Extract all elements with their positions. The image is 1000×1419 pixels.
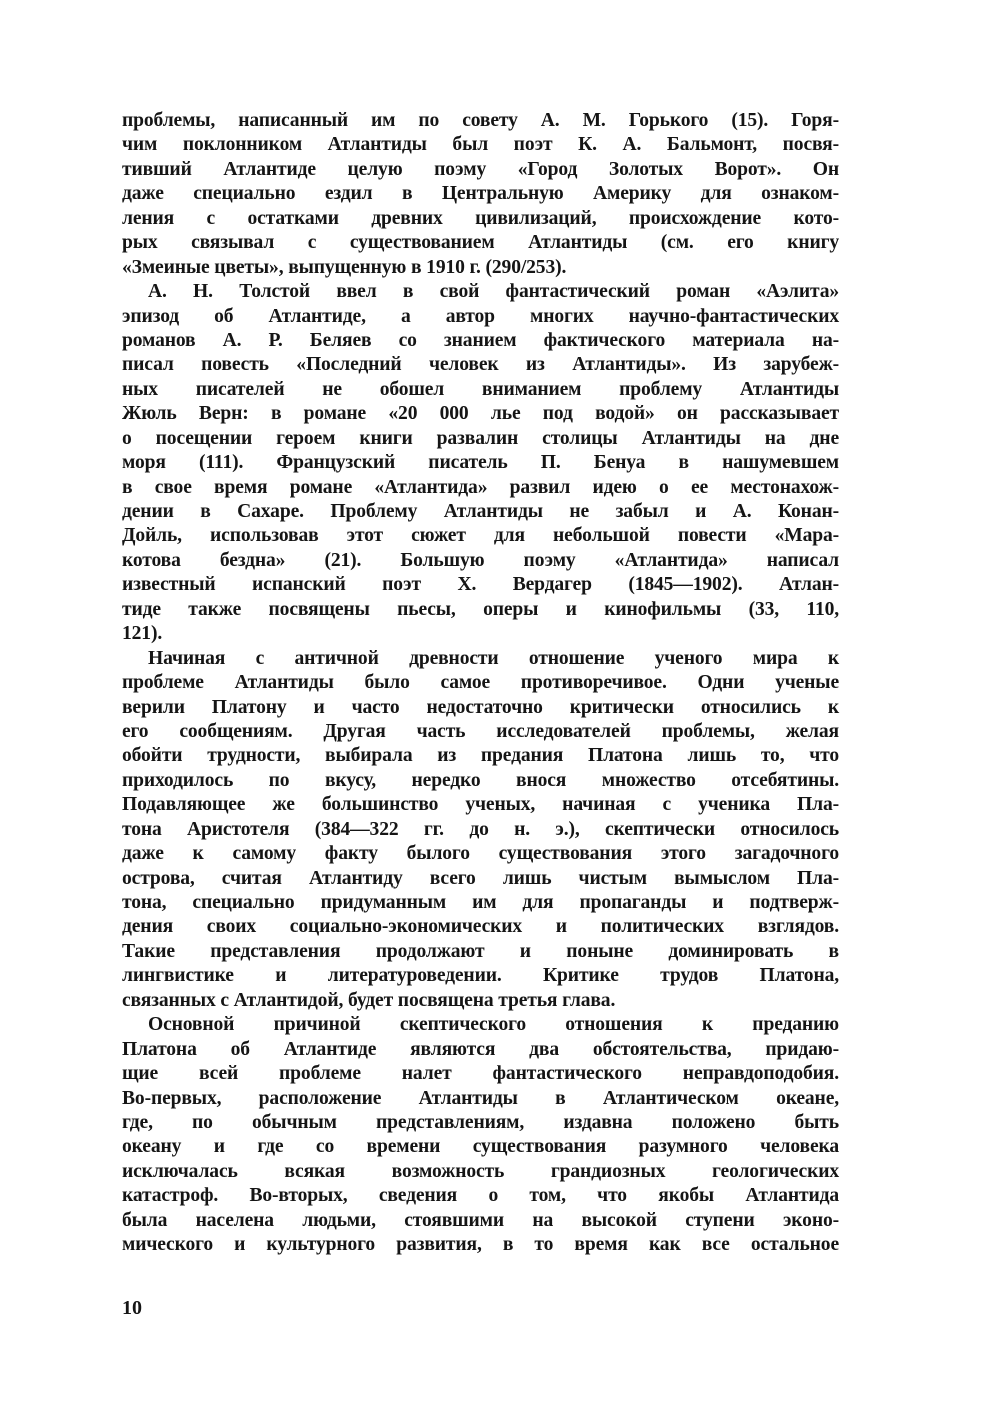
text-line: тона, специально придуманным им для пропаганды и подтверж-: [122, 892, 839, 913]
text-line: тивший Атлантиде целую поэму «Город Золотых Ворот». Он: [122, 158, 839, 180]
text-line: проблеме Атлантиды было самое противоречивое. Одни ученые: [122, 672, 839, 694]
text-line: 121).: [122, 623, 163, 645]
text-line: лингвистике и литературоведении. Критике трудов Платона,: [122, 965, 839, 987]
text-line: дении в Сахаре. Проблему Атлантиды не забыл и А. Конан-: [122, 501, 839, 522]
text-line: тиде также посвящены пьесы, оперы и кинофильмы (33, 110,: [122, 598, 839, 620]
text-line: его сообщениям. Другая часть исследователей проблемы, желая: [122, 720, 839, 742]
text-line: ных писателей не обошел вниманием проблему Атлантиды: [122, 378, 839, 400]
text-line: эпизод об Атлантиде, а автор многих научно-фантастических: [122, 305, 839, 327]
text-line: приходилось по вкусу, нередко внося множество отсебятины.: [122, 769, 839, 791]
text-line: где, по обычным представлениям, издавна положено быть: [122, 1111, 839, 1133]
text-line: связанных с Атлантидой, будет посвящена третья глава.: [122, 989, 616, 1011]
text-line: щие всей проблеме налет фантастического неправдоподобия.: [122, 1063, 839, 1085]
text-line: Во-первых, расположение Атлантиды в Атлантическом океане,: [122, 1087, 839, 1109]
text-line: известный испанский поэт X. Вердагер (1845—1902). Атлан-: [122, 574, 839, 596]
text-line: чим поклонником Атлантиды был поэт К. А. Бальмонт, посвя-: [122, 134, 839, 156]
text-line: катастроф. Во-вторых, сведения о том, что якобы Атлантида: [122, 1185, 839, 1207]
text-line: дения своих социально-экономических и политических взглядов.: [122, 916, 839, 938]
text-line: Подавляющее же большинство ученых, начиная с ученика Пла-: [122, 794, 839, 816]
text-line: океану и где со времени существования разумного человека: [122, 1136, 839, 1158]
paragraph: [122, 647, 839, 1014]
text-line: верили Платону и часто недостаточно критически относились к: [122, 696, 839, 718]
text-line: рых связывал с существованием Атлантиды (см. его книгу: [122, 232, 839, 254]
text-line: мического и культурного развития, в то время как все остальное: [122, 1234, 839, 1256]
text-line: «Змеиные цветы», выпущенную в 1910 г. (290/253).: [122, 256, 567, 278]
text-line: писал повесть «Последний человек из Атлантиды». Из зарубеж-: [122, 354, 839, 376]
text-line: о посещении героем книги развалин столицы Атлантиды на дне: [122, 427, 839, 449]
text-line: Начиная с античной древности отношение ученого мира к: [148, 647, 839, 669]
text-line: Платона об Атлантиде являются два обстоятельства, придаю-: [122, 1038, 839, 1060]
text-line: проблемы, написанный им по совету А. М. Горького (15). Горя-: [122, 110, 839, 131]
document-page: [122, 109, 839, 1258]
paragraph: [122, 1013, 839, 1257]
paragraph: [122, 109, 839, 280]
text-line: романов А. Р. Беляев со знанием фактического материала на-: [122, 329, 839, 351]
text-line: Жюль Верн: в романе «20 000 лье под водой» он рассказывает: [122, 403, 839, 425]
text-line: обойти трудности, выбирала из предания Платона лишь то, что: [122, 745, 839, 767]
page-number: 10: [122, 1297, 142, 1319]
text-line: А. Н. Толстой ввел в свой фантастический роман «Аэлита»: [148, 281, 839, 303]
paragraph: [122, 280, 839, 647]
text-line: исключалась всякая возможность грандиозных геологических: [122, 1160, 839, 1182]
text-line: Такие представления продолжают и поныне доминировать в: [122, 940, 839, 962]
text-line: была населена людьми, стоявшими на высокой ступени эконо-: [122, 1209, 839, 1231]
text-line: моря (111). Французский писатель П. Бенуа в нашумевшем: [122, 452, 839, 474]
text-line: Основной причиной скептического отношения к преданию: [148, 1014, 839, 1036]
text-line: тона Аристотеля (384—322 гг. до н. э.), скептически относилось: [122, 818, 839, 840]
text-line: даже специально ездил в Центральную Америку для ознаком-: [122, 183, 839, 205]
text-line: ления с остатками древних цивилизаций, происхождение кото-: [122, 207, 839, 229]
text-line: в свое время романе «Атлантида» развил идею о ее местонахож-: [122, 476, 839, 498]
text-line: котова бездна» (21). Большую поэму «Атлантида» написал: [122, 549, 839, 571]
text-line: даже к самому факту былого существования этого загадочного: [122, 843, 839, 865]
text-line: острова, считая Атлантиду всего лишь чистым вымыслом Пла-: [122, 867, 839, 889]
text-line: Дойль, использовав этот сюжет для небольшой повести «Мара-: [122, 525, 839, 547]
